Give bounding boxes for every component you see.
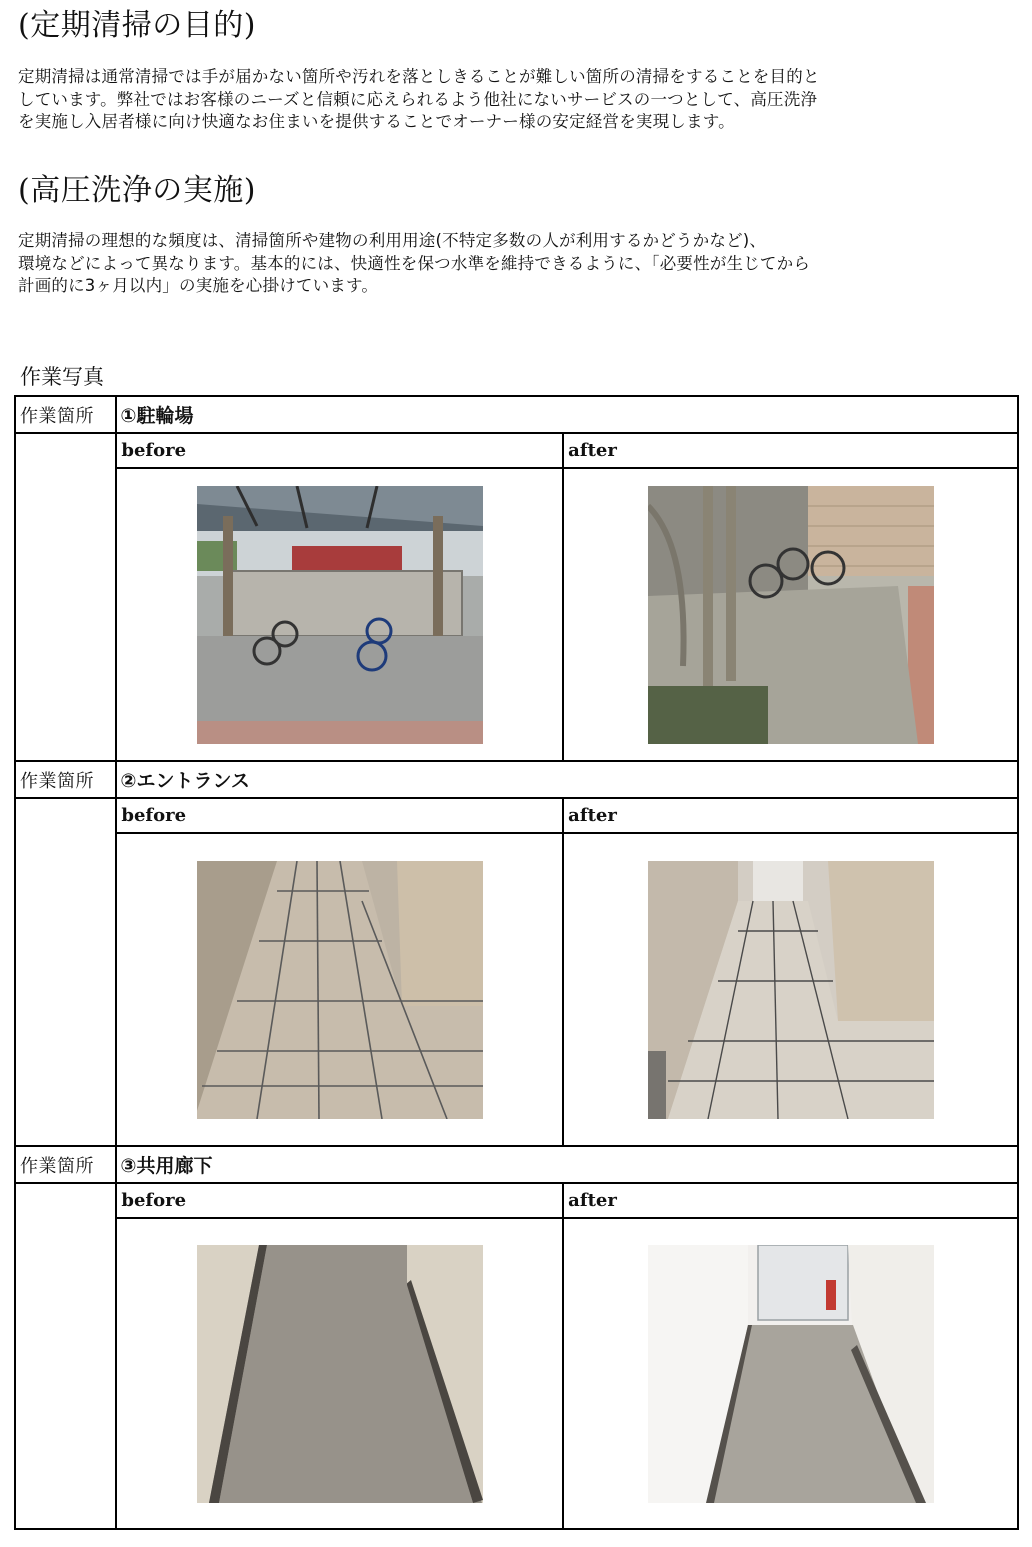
work-photos-table (14, 395, 1019, 1530)
corridor-after-photo (648, 1245, 934, 1503)
purpose-heading: (定期清掃の目的) (18, 8, 256, 43)
blank-cell (15, 1183, 116, 1529)
before-label: before (116, 1183, 563, 1218)
section-header-row (15, 761, 1018, 798)
before-photo-cell (116, 468, 563, 761)
after-label: after (563, 433, 1018, 468)
washing-line: 計画的に3ヶ月以内」の実施を心掛けています。 (18, 276, 379, 295)
work-location-label: 作業箇所 (15, 396, 116, 433)
work-location-name: ①駐輪場 (116, 396, 1018, 433)
before-label: before (116, 433, 563, 468)
purpose-paragraph (18, 66, 1013, 134)
blank-cell (15, 433, 116, 761)
after-photo-cell (563, 1218, 1018, 1529)
before-photo-cell (116, 833, 563, 1146)
work-location-label: 作業箇所 (15, 761, 116, 798)
blank-cell (15, 798, 116, 1146)
work-photos-caption: 作業写真 (20, 365, 104, 389)
after-label: after (563, 798, 1018, 833)
work-location-label: 作業箇所 (15, 1146, 116, 1183)
after-label: after (563, 1183, 1018, 1218)
washing-line: 定期清掃の理想的な頻度は、清掃箇所や建物の利用用途(不特定多数の人が利用するかどうかなど)、 (18, 231, 767, 250)
corridor-before-photo (197, 1245, 483, 1503)
washing-line: 環境などによって異なります。基本的には、快適性を保つ水準を維持できるように、「必要性が生じてから (18, 253, 811, 273)
work-location-name: ③共用廊下 (116, 1146, 1018, 1183)
after-photo-cell (563, 833, 1018, 1146)
entrance-before-photo (197, 861, 483, 1119)
section-header-row (15, 396, 1018, 433)
after-photo-cell (563, 468, 1018, 761)
section-header-row (15, 1146, 1018, 1183)
bicycle-parking-before-photo (197, 486, 483, 744)
work-location-name: ②エントランス (116, 761, 1018, 798)
entrance-after-photo (648, 861, 934, 1119)
purpose-line: を実施し入居者様に向け快適なお住まいを提供することでオーナー様の安定経営を実現します。 (18, 112, 735, 131)
before-label: before (116, 798, 563, 833)
washing-heading: (高圧洗浄の実施) (18, 173, 256, 208)
before-photo-cell (116, 1218, 563, 1529)
purpose-line: しています。弊社ではお客様のニーズと信頼に応えられるよう他社にないサービスの一つとして、高圧洗浄 (18, 89, 818, 109)
purpose-line: 定期清掃は通常清掃では手が届かない箇所や汚れを落としきることが難しい箇所の清掃をすることを目的と (18, 67, 820, 86)
washing-paragraph (18, 230, 1013, 298)
bicycle-parking-after-photo (648, 486, 934, 744)
